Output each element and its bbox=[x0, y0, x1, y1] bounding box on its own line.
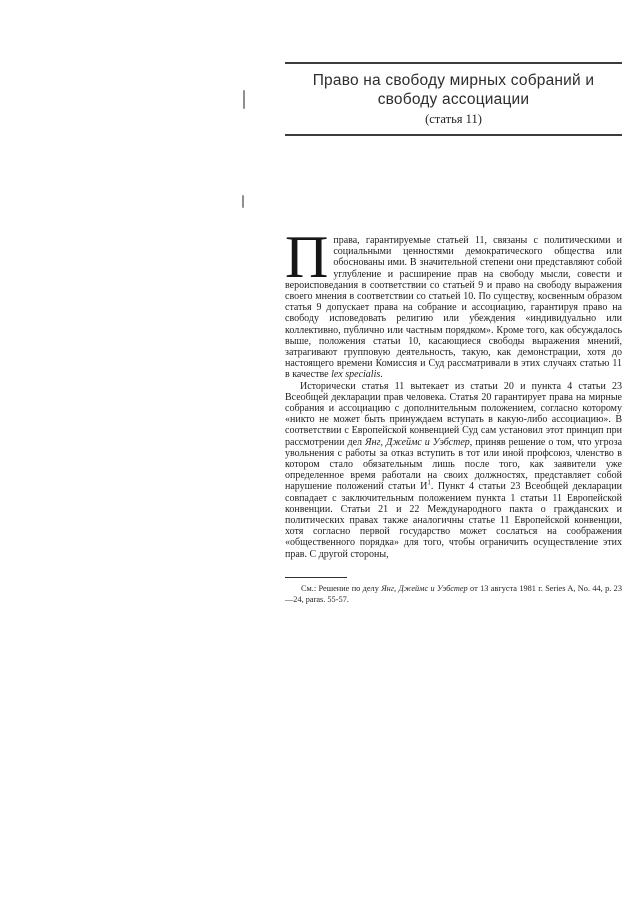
header-rule-top bbox=[285, 62, 622, 64]
chapter-header bbox=[285, 71, 622, 126]
paragraph-1 bbox=[285, 224, 622, 381]
chapter-title bbox=[285, 71, 622, 109]
paragraph-2-text-end: . Пункт 4 статьи 23 Всеобщей декларации совпадает с заключительным положением пункта 1 статьи 11 Европейской конвенции. Статьи 21 и 22 Международного пакта о гражданских и политических правах также аналогичны статье 11 Европейской конвенции, хотя согласно первой государство может сослаться на соображения «общественного порядка» для того, чтобы ограничить осуществление этих прав. С другой стороны, bbox=[285, 481, 622, 560]
footnote-separator-rule bbox=[285, 577, 347, 578]
paragraph-2-case-name: Янг, Джеймс и Уэбстер bbox=[365, 436, 470, 448]
footnote-text-end: от 13 августа 1981 г. Series A, No. 44, p. 23—24, paras. 55-57. bbox=[285, 584, 622, 604]
paragraph-2-text: Исторически статья 11 вытекает из статьи 20 и пункта 4 статьи 23 Всеобщей декларации прав человека. Статья 20 гарантирует права на мирные собрания и ассоциацию с дополнительным положением, согласно которому «никто не может быть принуждаем вступать в какую-либо ассоциацию». В соответствии с Европейской конвенцией Суд сам установил этот принцип при рассмотрении дел bbox=[285, 380, 622, 448]
chapter-title-line-1: Право на свободу мирных собраний и bbox=[312, 72, 595, 89]
chapter-title-line-2: свободу ассоциации bbox=[377, 91, 530, 108]
footnote-case-name: Янг, Джеймс и Уэбстер bbox=[381, 584, 468, 593]
paragraph-2 bbox=[285, 381, 622, 560]
paragraph-2-text-mid: , приняв решение о том, что угроза увольнения с работы за отказ вступить в тот или иной профсоюз, членство в котором стало обязательным лишь после того, как заявители уже определенное время работали на своих должностях, представляет собой нарушение положений статьи И bbox=[285, 436, 623, 493]
paragraph-1-latin-term: lex specialis bbox=[331, 369, 381, 381]
paragraph-1-text-end: . bbox=[380, 369, 383, 381]
header-rule-bottom bbox=[285, 134, 622, 136]
footnote-text: См.: Решение по делу bbox=[301, 584, 382, 593]
scan-artifact-mark bbox=[243, 90, 245, 109]
footnote bbox=[285, 584, 622, 606]
chapter-subtitle: (статья 11) bbox=[425, 112, 482, 126]
footnote-reference-mark: 1 bbox=[427, 479, 431, 488]
scan-artifact-mark bbox=[242, 195, 244, 208]
dropcap-letter: П bbox=[285, 224, 329, 290]
chapter-body bbox=[285, 224, 623, 560]
paragraph-1-text: права, гарантируемые статьей 11, связаны с политическими и социальными ценностями демократического общества или обоснованы ими. В значительной степени они представляют собой углубление и расширение прав на свободу мысли, совести и вероисповедания в соответствии со статьей 9 и право на свободу выражения своего мнения в соответствии со статьей 10. По существу, косвенным образом статья 9 допускает права на собрание и ассоциацию, гарантируя право на свободу исповедовать религию или убеждения «индивидуально или коллективно, публично или частным порядком». Кроме того, как обсуждалось выше, положения статьи 10, касающиеся свободы выражения мнений, затрагивают групповую деятельность, такую, как демонстрации, хотя до настоящего времени Комиссия и Суд рассматривали в этих случаях статью 11 в качестве bbox=[285, 235, 622, 381]
